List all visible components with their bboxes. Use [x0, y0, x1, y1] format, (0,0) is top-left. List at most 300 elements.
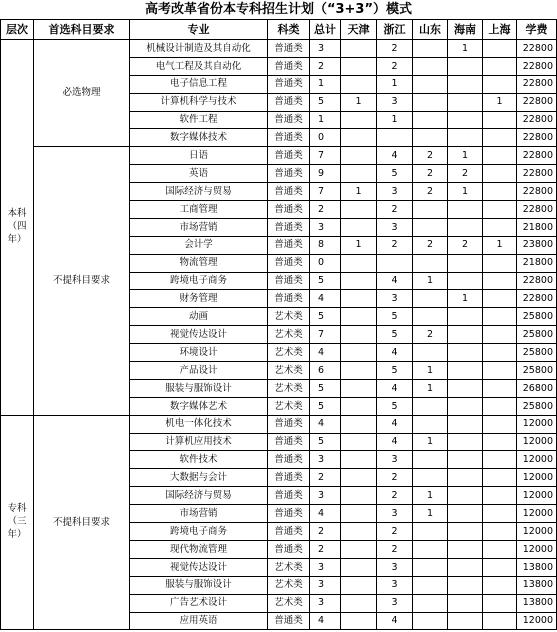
- shanghai-cell: [483, 57, 517, 75]
- header-shanghai: 上海: [483, 20, 517, 40]
- major-cell: 会计学: [130, 236, 268, 254]
- total-cell: 3: [310, 487, 341, 505]
- fee-cell: 22800: [517, 111, 557, 129]
- tianjin-cell: [341, 272, 377, 290]
- shandong-cell: [413, 290, 448, 308]
- shanghai-cell: [483, 505, 517, 523]
- table-row: [1, 40, 557, 58]
- hainan-cell: [448, 201, 483, 219]
- type-cell: 普通类: [268, 236, 310, 254]
- shandong-cell: [413, 576, 448, 594]
- fee-cell: 26800: [517, 379, 557, 397]
- type-cell: 艺术类: [268, 308, 310, 326]
- header-shandong: 山东: [413, 20, 448, 40]
- major-cell: 动画: [130, 308, 268, 326]
- fee-cell: 22800: [517, 93, 557, 111]
- type-cell: 艺术类: [268, 576, 310, 594]
- hainan-cell: [448, 326, 483, 344]
- major-cell: 国际经济与贸易: [130, 487, 268, 505]
- hainan-cell: [448, 433, 483, 451]
- fee-cell: 25800: [517, 397, 557, 415]
- shanghai-cell: [483, 469, 517, 487]
- type-cell: 艺术类: [268, 558, 310, 576]
- shandong-cell: [413, 469, 448, 487]
- zhejiang-cell: 2: [377, 487, 413, 505]
- zhejiang-cell: 5: [377, 326, 413, 344]
- total-cell: 4: [310, 344, 341, 362]
- header-type: 科类: [268, 20, 310, 40]
- total-cell: 3: [310, 218, 341, 236]
- shandong-cell: [413, 129, 448, 147]
- header-total: 总计: [310, 20, 341, 40]
- table-row: [1, 147, 557, 165]
- type-cell: 普通类: [268, 129, 310, 147]
- fee-cell: 12000: [517, 612, 557, 630]
- type-cell: 普通类: [268, 147, 310, 165]
- header-subject: 首选科目要求: [34, 20, 130, 40]
- total-cell: 7: [310, 147, 341, 165]
- shandong-cell: [413, 612, 448, 630]
- fee-cell: 22800: [517, 165, 557, 183]
- zhejiang-cell: 3: [377, 505, 413, 523]
- shanghai-cell: [483, 451, 517, 469]
- hainan-cell: [448, 487, 483, 505]
- shanghai-cell: [483, 344, 517, 362]
- type-cell: 普通类: [268, 272, 310, 290]
- major-cell: 产品设计: [130, 362, 268, 380]
- zhejiang-cell: 5: [377, 165, 413, 183]
- type-cell: 艺术类: [268, 326, 310, 344]
- total-cell: 3: [310, 451, 341, 469]
- tianjin-cell: [341, 523, 377, 541]
- shandong-cell: [413, 344, 448, 362]
- hainan-cell: [448, 415, 483, 433]
- zhejiang-cell: 2: [377, 469, 413, 487]
- shandong-cell: 2: [413, 183, 448, 201]
- major-cell: 市场营销: [130, 218, 268, 236]
- shanghai-cell: [483, 254, 517, 272]
- zhejiang-cell: 5: [377, 362, 413, 380]
- fee-cell: 25800: [517, 344, 557, 362]
- fee-cell: 21800: [517, 254, 557, 272]
- hainan-cell: [448, 379, 483, 397]
- major-cell: 电气工程及其自动化: [130, 57, 268, 75]
- level-cell: 本科（四年）: [1, 40, 34, 416]
- shanghai-cell: [483, 40, 517, 58]
- tianjin-cell: [341, 111, 377, 129]
- fee-cell: 12000: [517, 451, 557, 469]
- major-cell: 应用英语: [130, 612, 268, 630]
- subject-requirement-cell: 必选物理: [34, 40, 130, 147]
- tianjin-cell: [341, 165, 377, 183]
- hainan-cell: [448, 594, 483, 612]
- zhejiang-cell: 3: [377, 218, 413, 236]
- shandong-cell: 1: [413, 379, 448, 397]
- shanghai-cell: 1: [483, 93, 517, 111]
- shanghai-cell: 1: [483, 236, 517, 254]
- major-cell: 计算机应用技术: [130, 433, 268, 451]
- tianjin-cell: [341, 254, 377, 272]
- tianjin-cell: 1: [341, 236, 377, 254]
- type-cell: 普通类: [268, 290, 310, 308]
- tianjin-cell: [341, 576, 377, 594]
- hainan-cell: [448, 505, 483, 523]
- zhejiang-cell: 2: [377, 40, 413, 58]
- shanghai-cell: [483, 290, 517, 308]
- shandong-cell: [413, 93, 448, 111]
- shanghai-cell: [483, 415, 517, 433]
- shandong-cell: [413, 558, 448, 576]
- total-cell: 1: [310, 111, 341, 129]
- type-cell: 普通类: [268, 93, 310, 111]
- type-cell: 普通类: [268, 254, 310, 272]
- major-cell: 财务管理: [130, 290, 268, 308]
- tianjin-cell: [341, 540, 377, 558]
- shandong-cell: 1: [413, 487, 448, 505]
- tianjin-cell: [341, 57, 377, 75]
- zhejiang-cell: 4: [377, 415, 413, 433]
- type-cell: 普通类: [268, 183, 310, 201]
- tianjin-cell: [341, 487, 377, 505]
- hainan-cell: [448, 75, 483, 93]
- shandong-cell: [413, 540, 448, 558]
- fee-cell: 22800: [517, 75, 557, 93]
- total-cell: 5: [310, 93, 341, 111]
- type-cell: 普通类: [268, 218, 310, 236]
- zhejiang-cell: 3: [377, 558, 413, 576]
- type-cell: 艺术类: [268, 379, 310, 397]
- tianjin-cell: [341, 147, 377, 165]
- shandong-cell: [413, 308, 448, 326]
- zhejiang-cell: 3: [377, 93, 413, 111]
- shandong-cell: [413, 111, 448, 129]
- major-cell: 跨境电子商务: [130, 272, 268, 290]
- type-cell: 普通类: [268, 433, 310, 451]
- subject-requirement-cell: 不提科目要求: [34, 415, 130, 630]
- zhejiang-cell: 4: [377, 147, 413, 165]
- type-cell: 普通类: [268, 487, 310, 505]
- hainan-cell: [448, 93, 483, 111]
- shanghai-cell: [483, 111, 517, 129]
- fee-cell: 13800: [517, 594, 557, 612]
- total-cell: 2: [310, 201, 341, 219]
- total-cell: 4: [310, 612, 341, 630]
- zhejiang-cell: 3: [377, 576, 413, 594]
- hainan-cell: [448, 612, 483, 630]
- header-fee: 学费: [517, 20, 557, 40]
- tianjin-cell: [341, 469, 377, 487]
- zhejiang-cell: 4: [377, 272, 413, 290]
- zhejiang-cell: [377, 129, 413, 147]
- total-cell: 3: [310, 558, 341, 576]
- shandong-cell: 2: [413, 165, 448, 183]
- tianjin-cell: [341, 558, 377, 576]
- shanghai-cell: [483, 165, 517, 183]
- shandong-cell: 2: [413, 326, 448, 344]
- header-zhejiang: 浙江: [377, 20, 413, 40]
- tianjin-cell: [341, 129, 377, 147]
- major-cell: 服装与服饰设计: [130, 576, 268, 594]
- fee-cell: 12000: [517, 415, 557, 433]
- zhejiang-cell: 3: [377, 594, 413, 612]
- total-cell: 5: [310, 397, 341, 415]
- tianjin-cell: [341, 379, 377, 397]
- tianjin-cell: [341, 451, 377, 469]
- zhejiang-cell: 4: [377, 612, 413, 630]
- hainan-cell: [448, 272, 483, 290]
- shandong-cell: [413, 523, 448, 541]
- shanghai-cell: [483, 397, 517, 415]
- enrollment-plan-table: [0, 19, 557, 630]
- shandong-cell: [413, 40, 448, 58]
- zhejiang-cell: 5: [377, 308, 413, 326]
- hainan-cell: [448, 523, 483, 541]
- shanghai-cell: [483, 433, 517, 451]
- major-cell: 跨境电子商务: [130, 523, 268, 541]
- fee-cell: 25800: [517, 326, 557, 344]
- major-cell: 环境设计: [130, 344, 268, 362]
- major-cell: 广告艺术设计: [130, 594, 268, 612]
- tianjin-cell: [341, 415, 377, 433]
- header-row: [1, 20, 557, 40]
- shanghai-cell: [483, 558, 517, 576]
- total-cell: 5: [310, 379, 341, 397]
- type-cell: 普通类: [268, 75, 310, 93]
- total-cell: 3: [310, 40, 341, 58]
- major-cell: 日语: [130, 147, 268, 165]
- zhejiang-cell: 2: [377, 523, 413, 541]
- zhejiang-cell: 2: [377, 57, 413, 75]
- shanghai-cell: [483, 272, 517, 290]
- fee-cell: 22800: [517, 272, 557, 290]
- fee-cell: 12000: [517, 505, 557, 523]
- total-cell: 7: [310, 183, 341, 201]
- table-row: [1, 415, 557, 433]
- zhejiang-cell: 2: [377, 236, 413, 254]
- type-cell: 普通类: [268, 451, 310, 469]
- zhejiang-cell: 4: [377, 379, 413, 397]
- type-cell: 普通类: [268, 111, 310, 129]
- major-cell: 英语: [130, 165, 268, 183]
- shandong-cell: 2: [413, 147, 448, 165]
- fee-cell: 13800: [517, 576, 557, 594]
- total-cell: 0: [310, 129, 341, 147]
- type-cell: 普通类: [268, 57, 310, 75]
- hainan-cell: 1: [448, 40, 483, 58]
- tianjin-cell: [341, 201, 377, 219]
- fee-cell: 12000: [517, 433, 557, 451]
- major-cell: 计算机科学与技术: [130, 93, 268, 111]
- major-cell: 市场营销: [130, 505, 268, 523]
- type-cell: 普通类: [268, 540, 310, 558]
- major-cell: 机电一体化技术: [130, 415, 268, 433]
- hainan-cell: [448, 469, 483, 487]
- fee-cell: 22800: [517, 201, 557, 219]
- total-cell: 7: [310, 326, 341, 344]
- header-hainan: 海南: [448, 20, 483, 40]
- fee-cell: 22800: [517, 290, 557, 308]
- shandong-cell: 1: [413, 272, 448, 290]
- fee-cell: 25800: [517, 362, 557, 380]
- shanghai-cell: [483, 129, 517, 147]
- shandong-cell: [413, 415, 448, 433]
- major-cell: 服装与服饰设计: [130, 379, 268, 397]
- hainan-cell: 1: [448, 290, 483, 308]
- type-cell: 艺术类: [268, 362, 310, 380]
- zhejiang-cell: 1: [377, 111, 413, 129]
- total-cell: 6: [310, 362, 341, 380]
- shanghai-cell: [483, 594, 517, 612]
- type-cell: 普通类: [268, 201, 310, 219]
- hainan-cell: [448, 308, 483, 326]
- type-cell: 普通类: [268, 612, 310, 630]
- major-cell: 视觉传达设计: [130, 326, 268, 344]
- shanghai-cell: [483, 147, 517, 165]
- header-major: 专业: [130, 20, 268, 40]
- major-cell: 工商管理: [130, 201, 268, 219]
- shandong-cell: [413, 75, 448, 93]
- fee-cell: 22800: [517, 129, 557, 147]
- shanghai-cell: [483, 75, 517, 93]
- total-cell: 9: [310, 165, 341, 183]
- type-cell: 艺术类: [268, 594, 310, 612]
- hainan-cell: [448, 344, 483, 362]
- shanghai-cell: [483, 576, 517, 594]
- type-cell: 普通类: [268, 415, 310, 433]
- major-cell: 电子信息工程: [130, 75, 268, 93]
- fee-cell: 25800: [517, 308, 557, 326]
- major-cell: 数字媒体艺术: [130, 397, 268, 415]
- subject-requirement-cell: 不提科目要求: [34, 147, 130, 415]
- shandong-cell: [413, 201, 448, 219]
- fee-cell: 13800: [517, 558, 557, 576]
- tianjin-cell: [341, 326, 377, 344]
- total-cell: 2: [310, 540, 341, 558]
- shandong-cell: [413, 254, 448, 272]
- shanghai-cell: [483, 201, 517, 219]
- zhejiang-cell: 3: [377, 183, 413, 201]
- total-cell: 3: [310, 576, 341, 594]
- tianjin-cell: [341, 308, 377, 326]
- shandong-cell: 1: [413, 362, 448, 380]
- type-cell: 普通类: [268, 165, 310, 183]
- major-cell: 软件工程: [130, 111, 268, 129]
- shandong-cell: [413, 594, 448, 612]
- hainan-cell: 2: [448, 236, 483, 254]
- shanghai-cell: [483, 218, 517, 236]
- hainan-cell: [448, 218, 483, 236]
- total-cell: 4: [310, 415, 341, 433]
- fee-cell: 23800: [517, 236, 557, 254]
- fee-cell: 12000: [517, 540, 557, 558]
- total-cell: 8: [310, 236, 341, 254]
- type-cell: 普通类: [268, 40, 310, 58]
- shanghai-cell: [483, 379, 517, 397]
- major-cell: 机械设计制造及其自动化: [130, 40, 268, 58]
- total-cell: 2: [310, 523, 341, 541]
- total-cell: 2: [310, 469, 341, 487]
- tianjin-cell: [341, 362, 377, 380]
- shandong-cell: [413, 451, 448, 469]
- header-tianjin: 天津: [341, 20, 377, 40]
- zhejiang-cell: [377, 254, 413, 272]
- type-cell: 普通类: [268, 469, 310, 487]
- hainan-cell: 1: [448, 147, 483, 165]
- tianjin-cell: 1: [341, 93, 377, 111]
- fee-cell: 12000: [517, 469, 557, 487]
- total-cell: 5: [310, 308, 341, 326]
- shandong-cell: [413, 397, 448, 415]
- shandong-cell: 1: [413, 505, 448, 523]
- fee-cell: 22800: [517, 40, 557, 58]
- tianjin-cell: [341, 40, 377, 58]
- zhejiang-cell: 1: [377, 75, 413, 93]
- major-cell: 国际经济与贸易: [130, 183, 268, 201]
- tianjin-cell: [341, 218, 377, 236]
- fee-cell: 12000: [517, 487, 557, 505]
- type-cell: 普通类: [268, 505, 310, 523]
- fee-cell: 21800: [517, 218, 557, 236]
- zhejiang-cell: 3: [377, 451, 413, 469]
- major-cell: 软件技术: [130, 451, 268, 469]
- tianjin-cell: [341, 433, 377, 451]
- total-cell: 3: [310, 594, 341, 612]
- shanghai-cell: [483, 308, 517, 326]
- document-title: 高考改革省份本专科招生计划（“3+3”）模式: [144, 2, 413, 17]
- hainan-cell: [448, 558, 483, 576]
- level-cell: 专科（三年）: [1, 415, 34, 630]
- hainan-cell: 2: [448, 165, 483, 183]
- zhejiang-cell: 2: [377, 540, 413, 558]
- tianjin-cell: [341, 290, 377, 308]
- tianjin-cell: [341, 397, 377, 415]
- fee-cell: 12000: [517, 523, 557, 541]
- tianjin-cell: [341, 505, 377, 523]
- shanghai-cell: [483, 487, 517, 505]
- hainan-cell: [448, 362, 483, 380]
- hainan-cell: [448, 576, 483, 594]
- tianjin-cell: [341, 594, 377, 612]
- total-cell: 2: [310, 57, 341, 75]
- tianjin-cell: 1: [341, 183, 377, 201]
- major-cell: 视觉传达设计: [130, 558, 268, 576]
- hainan-cell: [448, 254, 483, 272]
- shandong-cell: [413, 218, 448, 236]
- total-cell: 4: [310, 290, 341, 308]
- major-cell: 数字媒体技术: [130, 129, 268, 147]
- tianjin-cell: [341, 344, 377, 362]
- type-cell: 普通类: [268, 523, 310, 541]
- shanghai-cell: [483, 362, 517, 380]
- hainan-cell: [448, 111, 483, 129]
- total-cell: 5: [310, 433, 341, 451]
- total-cell: 0: [310, 254, 341, 272]
- hainan-cell: [448, 397, 483, 415]
- hainan-cell: [448, 451, 483, 469]
- hainan-cell: 1: [448, 183, 483, 201]
- fee-cell: 22800: [517, 57, 557, 75]
- total-cell: 4: [310, 505, 341, 523]
- fee-cell: 22800: [517, 147, 557, 165]
- major-cell: 大数据与会计: [130, 469, 268, 487]
- major-cell: 现代物流管理: [130, 540, 268, 558]
- tianjin-cell: [341, 612, 377, 630]
- total-cell: 1: [310, 75, 341, 93]
- hainan-cell: [448, 57, 483, 75]
- zhejiang-cell: 4: [377, 344, 413, 362]
- fee-cell: 22800: [517, 183, 557, 201]
- shanghai-cell: [483, 540, 517, 558]
